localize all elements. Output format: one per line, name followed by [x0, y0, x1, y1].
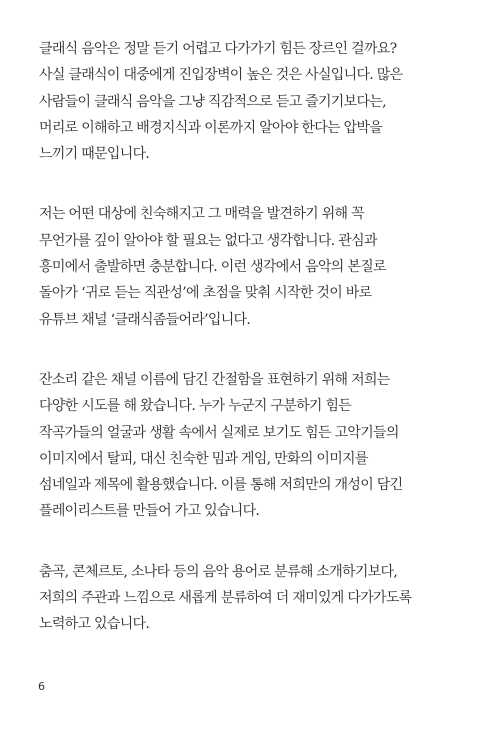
page-number: 6 — [38, 680, 45, 693]
text-line: 저는 어떤 대상에 친숙해지고 그 매력을 발견하기 위해 꼭 — [39, 206, 364, 223]
text-line: 잔소리 같은 채널 이름에 담긴 간절함을 표현하기 위해 저희는 — [39, 371, 390, 388]
text-line: 춤곡, 콘체르토, 소나타 등의 음악 용어로 분류해 소개하기보다, — [39, 563, 398, 580]
paragraph-4 — [39, 559, 419, 638]
text-line: 작곡가들의 얼굴과 생활 속에서 실제로 보기도 힘든 고악기들의 — [39, 424, 399, 441]
paragraph-3 — [39, 367, 419, 525]
body-text — [39, 36, 419, 672]
text-line: 유튜브 채널 ‘클래식좀들어라’입니다. — [39, 311, 251, 328]
text-line: 노력하고 있습니다. — [39, 616, 150, 633]
text-line: 클래식 음악은 정말 듣기 어렵고 다가가기 힘든 장르인 걸까요? — [39, 41, 397, 57]
text-line: 사실 클래식이 대중에게 진입장벽이 높은 것은 사실입니다. 많은 — [39, 67, 403, 84]
text-line: 플레이리스트를 만들어 가고 있습니다. — [39, 503, 260, 520]
paragraph-2 — [39, 201, 419, 332]
paragraph-1 — [39, 36, 419, 167]
text-line: 흥미에서 출발하면 충분합니다. 이런 생각에서 음악의 본질로 — [39, 259, 386, 276]
text-line: 저희의 주관과 느낌으로 새롭게 분류하여 더 재미있게 다가가도록 — [39, 590, 412, 607]
text-line: 무언가를 깊이 알아야 할 필요는 없다고 생각합니다. 관심과 — [39, 232, 377, 249]
text-line: 이미지에서 탈피, 대신 친숙한 밈과 게임, 만화의 이미지를 — [39, 450, 368, 467]
text-line: 느끼기 때문입니다. — [39, 146, 150, 163]
text-line: 돌아가 ‘귀로 듣는 직관성’에 초점을 맞춰 시작한 것이 바로 — [39, 285, 372, 302]
text-line: 다양한 시도를 해 왔습니다. 누가 누군지 구분하기 힘든 — [39, 398, 352, 415]
text-line: 머리로 이해하고 배경지식과 이론까지 알아야 한다는 압박을 — [39, 119, 383, 136]
text-line: 사람들이 클래식 음악을 그냥 직감적으로 듣고 즐기기보다는, — [39, 93, 386, 110]
text-line: 섬네일과 제목에 활용했습니다. 이를 통해 저희만의 개성이 담긴 — [39, 477, 403, 494]
